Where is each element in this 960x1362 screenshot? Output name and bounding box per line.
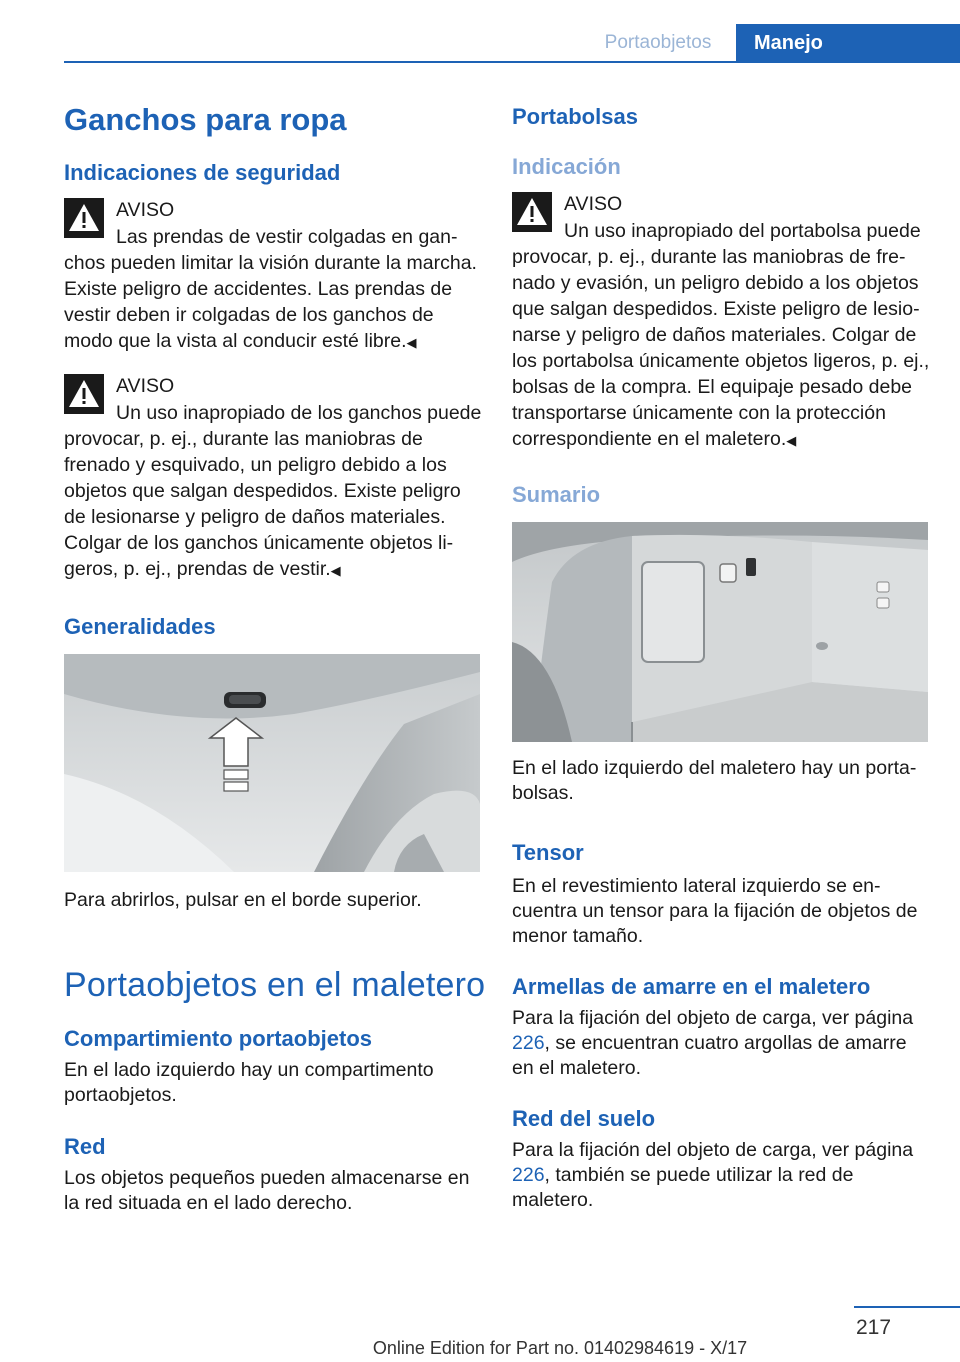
figure-coat-hook <box>64 654 480 872</box>
heading-red-suelo: Red del suelo <box>512 1106 656 1131</box>
warning-text: Un uso inapropiado del portabolsa puede provocar, p. ej., durante las maniobras de frenado y evasión, un peligro debido a los objetos que salgan despedidos. Existe peligro de lesionarse y peligro de daños materiales. Colgar de los portabolsa únicamente objetos ligeros, p. ej., bolsas de la compra. El equipaje pesado debe transportarse únicamente con la protección correspondiente en el maletero.◀ <box>512 220 930 450</box>
warning-label: AVISO <box>116 199 175 221</box>
section-tab[interactable]: Portaobjetos <box>604 32 712 53</box>
heading-seguridad: Indicaciones de seguridad <box>64 160 341 185</box>
footer-rule <box>854 1306 960 1308</box>
trunk-illustration <box>512 522 928 742</box>
heading-sumario: Sumario <box>512 482 601 507</box>
header-rule <box>64 61 960 63</box>
heading-tensor: Tensor <box>512 840 584 865</box>
chapter-tab[interactable]: Manejo <box>736 24 960 62</box>
coat-hook-illustration <box>64 654 480 872</box>
heading-ganchos: Ganchos para ropa <box>64 102 347 137</box>
page-link-226[interactable]: 226 <box>512 1164 545 1186</box>
caption-trunk: En el lado izquierdo del maletero hay un portabolsas. <box>512 757 917 804</box>
page-header <box>0 0 960 64</box>
text-compartimiento: En el lado izquierdo hay un compartimento portaobjetos. <box>64 1059 434 1106</box>
footer-edition <box>0 1338 960 1359</box>
page-link-226[interactable]: 226 <box>512 1032 545 1054</box>
figure-trunk <box>512 522 928 742</box>
end-mark: ◀ <box>786 433 797 448</box>
warning-text: Un uso inapropiado de los ganchos puede provocar, p. ej., durante las maniobras de frenado y esquivado, un peligro debido a los objetos que salgan despedidos. Existe peligro de lesionarse y peligro de daños materiales. Colgar de los ganchos únicamente objetos ligeros, p. ej., prendas de vestir.◀ <box>64 402 482 580</box>
caption-coat-hook: Para abrirlos, pulsar en el borde superior. <box>64 889 422 911</box>
heading-compartimiento: Compartimiento portaobjetos <box>64 1026 373 1051</box>
heading-maletero: Portaobjetos en el maletero <box>64 966 486 1004</box>
warning-text: Las prendas de vestir colgadas en ganchos pueden limitar la visión durante la marcha. Existe peligro de accidentes. Las prendas de vestir deben ir colgadas de los ganchos de modo que la vista al conducir esté libre.◀ <box>64 226 477 352</box>
heading-portabolsas: Portabolsas <box>512 104 638 129</box>
heading-indicacion: Indicación <box>512 154 621 179</box>
page-number: 217 <box>856 1316 892 1339</box>
heading-armellas: Armellas de amarre en el maletero <box>512 974 871 999</box>
heading-generalidades: Generalidades <box>64 614 216 639</box>
heading-red: Red <box>64 1134 106 1159</box>
end-mark: ◀ <box>406 335 417 350</box>
text-tensor: En el revestimiento lateral izquierdo se encuentra un tensor para la fijación de objetos de menor tamaño. <box>512 875 918 947</box>
end-mark: ◀ <box>330 563 341 578</box>
text-armellas: Para la fijación del objeto de carga, ver página 226, se encuentran cuatro argollas de amarre en el maletero. <box>512 1007 914 1079</box>
warning-label: AVISO <box>116 375 175 397</box>
warning-label: AVISO <box>564 193 623 215</box>
text-red: Los objetos pequeños pueden almacenarse en la red situada en el lado derecho. <box>64 1167 470 1214</box>
text-red-suelo: Para la fijación del objeto de carga, ver página 226, también se puede utilizar la red de maletero. <box>512 1139 914 1211</box>
edition-text: Online Edition for Part no. 01402984619 - X/17 <box>372 1338 748 1358</box>
